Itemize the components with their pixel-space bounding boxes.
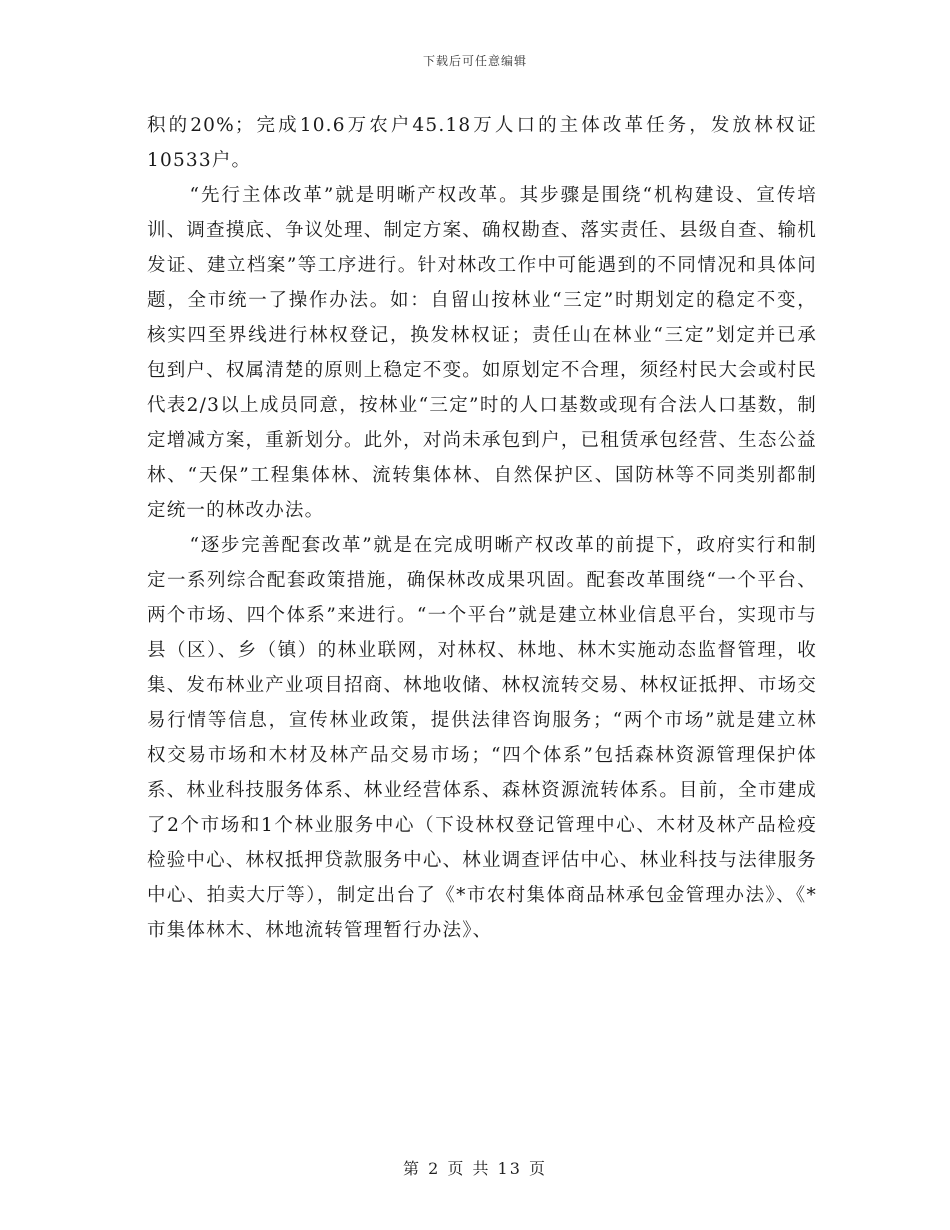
paragraph-1: 积的20%；完成10.6万农户45.18万人口的主体改革任务，发放林权证10533户。 [147,115,817,171]
document-body [147,108,817,948]
page-header: 下载后可任意编辑 [422,54,527,68]
paragraph-2: “先行主体改革”就是明晰产权改革。其步骤是围绕“机构建设、宣传培训、调查摸底、争议处理、制定方案、确权勘查、落实责任、县级自查、输机发证、建立档案”等工序进行。针对林改工作中可能遇到的不同情况和具体问题，全市统一了操作办法。如：自留山按林业“三定”时期划定的稳定不变，核实四至界线进行林权登记，换发林权证；责任山在林业“三定”划定并已承包到户、权属清楚的原则上稳定不变。如原划定不合理，须经村民大会或村民代表2/3以上成员同意，按林业“三定”时的人口基数或现有合法人口基数，制定增减方案，重新划分。此外，对尚未承包到户，已租赁承包经营、生态公益林、“天保”工程集体林、流转集体林、自然保护区、国防林等不同类别都制定统一的林改办法。 [147,185,817,521]
page-footer: 第 2 页 共 13 页 [403,1159,547,1178]
paragraph-3: “逐步完善配套改革”就是在完成明晰产权改革的前提下，政府实行和制定一系列综合配套政策措施，确保林改成果巩固。配套改革围绕“一个平台、两个市场、四个体系”来进行。“一个平台”就是建立林业信息平台，实现市与县（区）、乡（镇）的林业联网，对林权、林地、林木实施动态监督管理，收集、发布林业产业项目招商、林地收储、林权流转交易、林权证抵押、市场交易行情等信息，宣传林业政策，提供法律咨询服务；“两个市场”就是建立林权交易市场和木材及林产品交易市场；“四个体系”包括森林资源管理保护体系、林业科技服务体系、林业经营体系、森林资源流转体系。目前，全市建成了2个市场和1个林业服务中心（下设林权登记管理中心、木材及林产品检疫检验中心、林权抵押贷款服务中心、林业调查评估中心、林业科技与法律服务中心、拍卖大厅等），制定出台了《*市农村集体商品林承包金管理办法》、《*市集体林木、林地流转管理暂行办法》、 [147,535,817,941]
